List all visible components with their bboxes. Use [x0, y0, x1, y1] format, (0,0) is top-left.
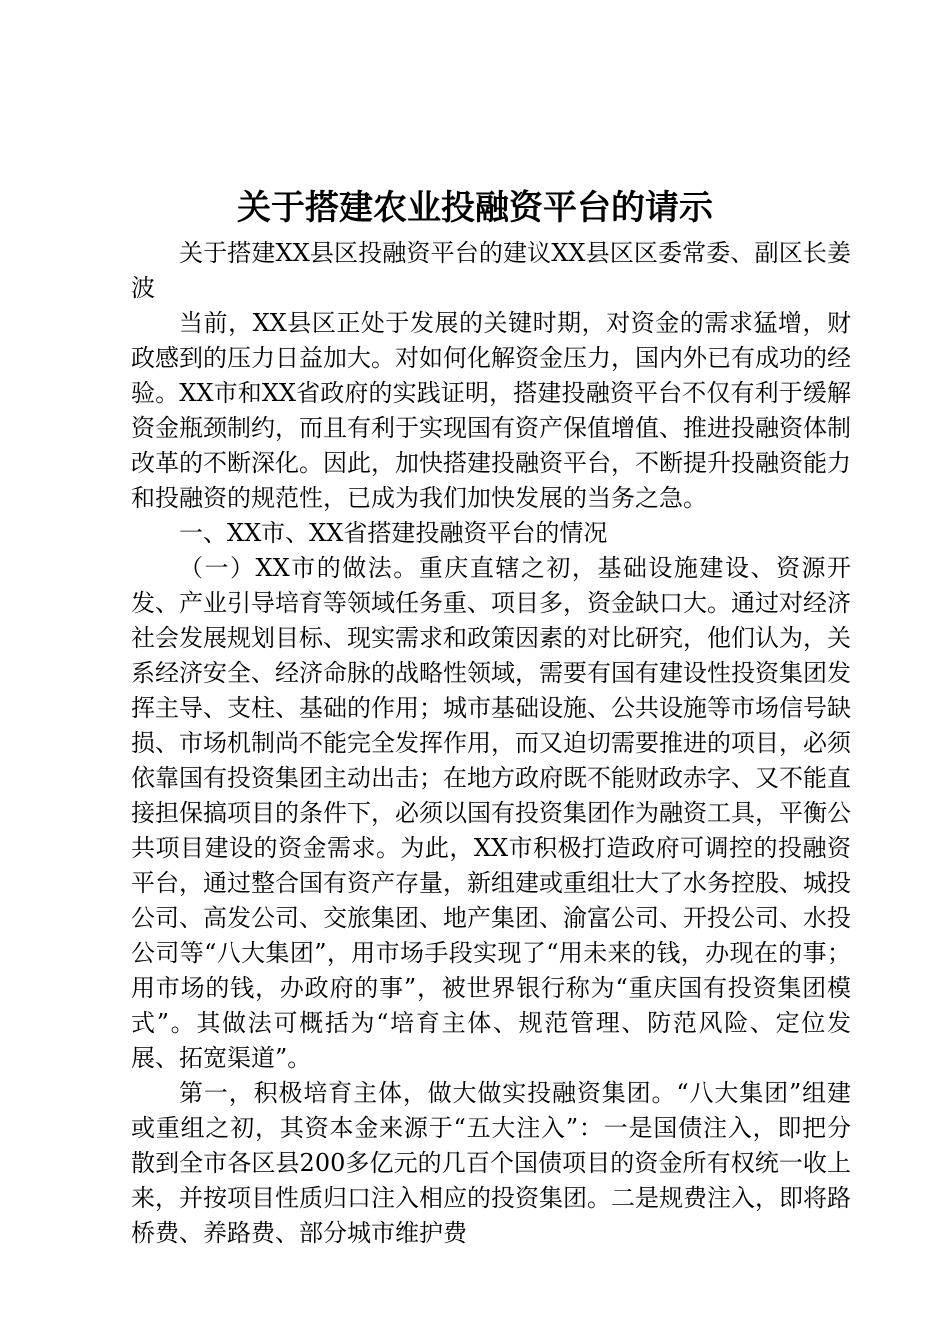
section-heading-1: 一、XX市、XX省搭建投融资平台的情况 — [179, 519, 608, 547]
paragraph-intro: 当前，XX县区正处于发展的关键时期，对资金的需求猛增，财政感到的压力日益加大。对如何化解资金压力，国内外已有成功的经验。XX市和XX省政府的实践证明，搭建投融资平台不仅有利于缓解资金瓶颈制约，而且有利于实现国有资产保值增值、推进投融资体制改革的不断深化。因此，加快搭建投融资平台，不断提升投融资能力和投融资的规范性，已成为我们加快发展的当务之急。 — [131, 309, 851, 512]
paragraph-city-practice: （一）XX市的做法。重庆直辖之初，基础设施建设、资源开发、产业引导培育等领域任务重、项目多，资金缺口大。通过对经济社会发展规划目标、现实需求和政策因素的对比研究，他们认为，关系经济安全、经济命脉的战略性领域，需要有国有建设性投资集团发挥主导、支柱、基础的作用；城市基础设施、公共设施等市场信号缺损、市场机制尚不能完全发挥作用，而又迫切需要推进的项目，必须依靠国有投资集团主动出击；在地方政府既不能财政赤字、又不能直接担保搞项目的条件下，必须以国有投资集团作为融资工具，平衡公共项目建设的资金需求。为此，XX市积极打造政府可调控的投融资平台，通过整合国有资产存量，新组建或重组壮大了水务控股、城投公司、高发公司、交旅集团、地产集团、渝富公司、开投公司、水投公司等“八大集团”，用市场手段实现了“用未来的钱，办现在的事；用市场的钱，办政府的事”，被世界银行称为“重庆国有投资集团模式”。其做法可概括为“培育主体、规范管理、防范风险、定位发展、拓宽渠道”。 — [131, 554, 851, 1072]
paragraph-first-point: 第一，积极培育主体，做大做实投融资集团。“八大集团”组建或重组之初，其资本金来源于“五大注入”：一是国债注入，即把分散到全市各区县200多亿元的几百个国债项目的资金所有权统一收上来，并按项目性质归口注入相应的投资集团。二是规费注入，即将路桥费、养路费、部分城市维护费 — [131, 1079, 851, 1247]
paragraph-author-line: 关于搭建XX县区投融资平台的建议XX县区区委常委、副区长姜波 — [131, 239, 851, 302]
document-title: 关于搭建农业投融资平台的请示 — [237, 188, 713, 228]
document-body — [131, 236, 851, 1251]
